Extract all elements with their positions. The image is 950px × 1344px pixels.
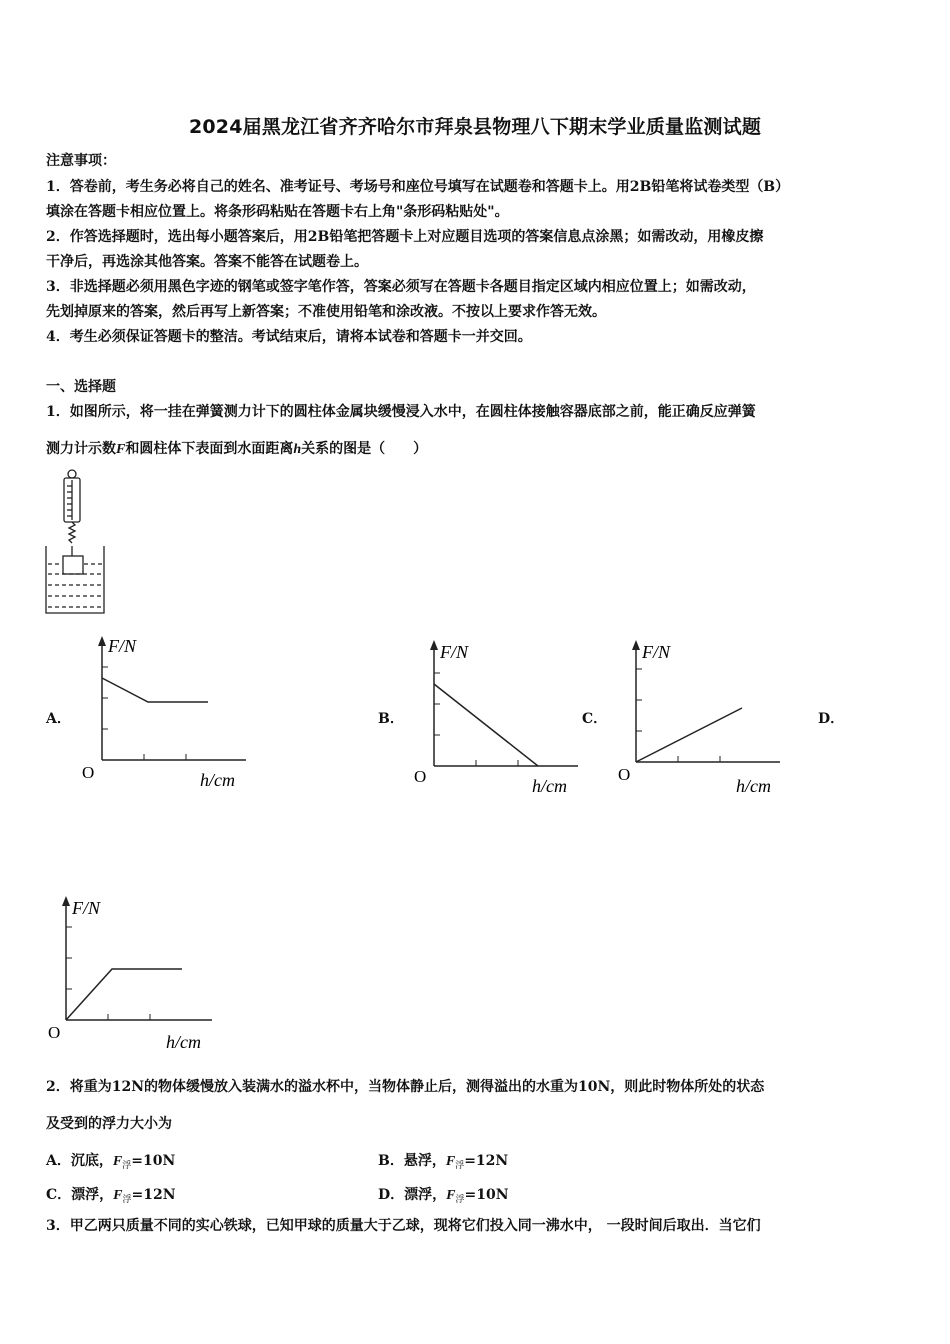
notice-line-2: 填涂在答题卡相应位置上。将条形码粘贴在答题卡右上角"条形码粘贴处"。 xyxy=(46,204,509,220)
graph-a-x-label: h/cm xyxy=(200,770,235,790)
graph-a xyxy=(76,632,256,802)
q2-option-a[interactable] xyxy=(46,1150,175,1171)
q2-option-b[interactable] xyxy=(378,1150,508,1171)
q1-text-c: 关系的图是（ ） xyxy=(301,441,428,457)
graph-a-y-label: F/N xyxy=(108,636,137,656)
q2-option-b-label: B．悬浮， xyxy=(378,1153,446,1169)
water-container-icon xyxy=(46,546,104,613)
q2-option-c-sub: 浮 xyxy=(122,1195,132,1205)
graph-b-origin: O xyxy=(414,767,427,786)
graph-d-origin: O xyxy=(48,1023,61,1042)
q2-option-a-f: F xyxy=(112,1154,123,1169)
q2-option-a-sub: 浮 xyxy=(122,1161,132,1171)
notice-line-3: 2．作答选择题时，选出每小题答案后，用2B铅笔把答题卡上对应题目选项的答案信息点涂黑；如需改动，用橡皮擦 xyxy=(46,229,764,245)
graph-b xyxy=(408,636,588,806)
graph-d xyxy=(40,892,230,1062)
q1-option-a[interactable]: A． xyxy=(46,711,71,727)
q2-option-b-f: F xyxy=(445,1154,456,1169)
q2-line-1: 2．将重为12N的物体缓慢放入装满水的溢水杯中，当物体静止后，测得溢出的水重为10N，则此时物体所处的状态 xyxy=(46,1079,765,1095)
q2-option-c-f: F xyxy=(113,1188,123,1203)
notice-line-7: 4．考生必须保证答题卡的整洁。考试结束后，请将本试卷和答题卡一并交回。 xyxy=(46,329,532,345)
q1-text-a: 测力计示数 xyxy=(46,441,116,457)
graph-c xyxy=(610,636,790,806)
q2-option-c[interactable] xyxy=(46,1184,176,1205)
q2-option-d[interactable] xyxy=(378,1184,509,1205)
q1-option-c[interactable]: C． xyxy=(582,711,608,727)
q2-option-c-value: =12N xyxy=(131,1187,176,1203)
q1-text-b: 和圆柱体下表面到水面距离 xyxy=(125,441,294,457)
q2-option-b-value: =12N xyxy=(464,1153,509,1169)
q1-option-d[interactable]: D． xyxy=(818,711,845,727)
page-title: 2024届黑龙江省齐齐哈尔市拜泉县物理八下期末学业质量监测试题 xyxy=(188,116,762,138)
section-heading: 一、选择题 xyxy=(46,379,116,395)
graph-c-x-label: h/cm xyxy=(736,776,771,796)
q3-line-1: 3．甲乙两只质量不同的实心铁球，已知甲球的质量大于乙球，现将它们投入同一沸水中， 一段时间后取出．当它们 xyxy=(46,1218,761,1234)
q1-var-h: h xyxy=(293,442,302,457)
q2-option-a-value: =10N xyxy=(131,1153,176,1169)
graph-c-origin: O xyxy=(618,765,631,784)
q2-option-d-f: F xyxy=(446,1188,456,1203)
graph-d-y-label: F/N xyxy=(72,898,101,918)
q1-option-b[interactable]: B． xyxy=(378,711,404,727)
q2-option-d-label: D．漂浮， xyxy=(378,1187,447,1203)
notice-line-4: 干净后，再选涂其他答案。答案不能答在试题卷上。 xyxy=(46,254,368,270)
q1-var-f: F xyxy=(116,442,126,457)
q2-option-b-sub: 浮 xyxy=(455,1161,465,1171)
notice-line-1: 1．答卷前，考生务必将自己的姓名、准考证号、考场号和座位号填写在试题卷和答题卡上。用2B铅笔将试卷类型（B） xyxy=(46,179,790,195)
q1-line-1: 1．如图所示，将一挂在弹簧测力计下的圆柱体金属块缓慢浸入水中，在圆柱体接触容器底部之前，能正确反应弹簧 xyxy=(46,404,756,420)
graph-b-x-label: h/cm xyxy=(532,776,567,796)
notice-line-6: 先划掉原来的答案，然后再写上新答案；不准使用铅笔和涂改液。不按以上要求作答无效。 xyxy=(46,304,606,320)
q2-option-d-value: =10N xyxy=(464,1187,509,1203)
notice-heading: 注意事项： xyxy=(46,153,116,169)
graph-a-origin: O xyxy=(82,763,95,782)
q2-option-d-sub: 浮 xyxy=(455,1195,465,1205)
spring-scale-icon xyxy=(64,470,80,556)
spring-scale-apparatus xyxy=(40,468,110,618)
graph-d-x-label: h/cm xyxy=(166,1032,201,1052)
q1-line-2 xyxy=(46,440,906,459)
q2-option-c-label: C．漂浮， xyxy=(46,1187,114,1203)
notice-line-5: 3．非选择题必须用黑色字迹的钢笔或签字笔作答，答案必须写在答题卡各题目指定区域内相应位置上；如需改动， xyxy=(46,279,756,295)
q2-option-a-label: A．沉底， xyxy=(46,1153,113,1169)
q2-line-2: 及受到的浮力大小为 xyxy=(46,1116,172,1132)
graph-c-y-label: F/N xyxy=(642,642,671,662)
graph-b-y-label: F/N xyxy=(440,642,469,662)
